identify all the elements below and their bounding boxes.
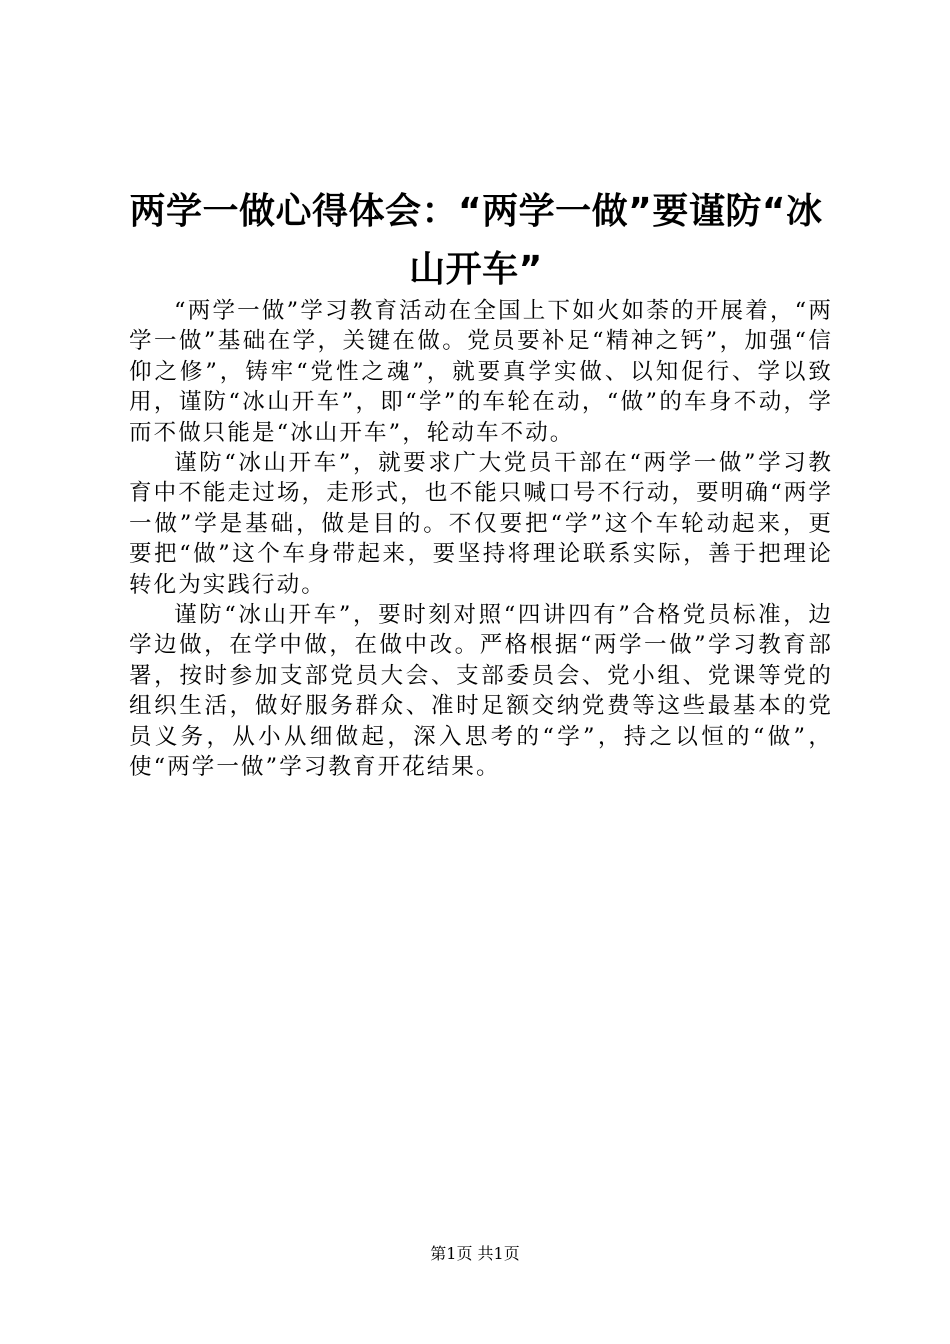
body-paragraph-3: 谨防“冰山开车”，要时刻对照“四讲四有”合格党员标准，边学边做，在学中做，在做中改。严格根据“两学一做”学习教育部署，按时参加支部党员大会、支部委员会、党小组、党课等党的组织生活，做好服务群众、准时足额交纳党费等这些最基本的党员义务，从小从细做起，深入思考的“学”，持之以恒的“做”，使“两学一做”学习教育开花结果。 — [129, 602, 833, 781]
body-paragraph-2: 谨防“冰山开车”，就要求广大党员干部在“两学一做”学习教育中不能走过场，走形式，也不能只喊口号不行动，要明确“两学一做”学是基础，做是目的。不仅要把“学”这个车轮动起来，更要把“做”这个车身带起来，要坚持将理论联系实际，善于把理论转化为实践行动。 — [129, 450, 833, 598]
document-title: 两学一做心得体会：“两学一做”要谨防“冰山开车” — [129, 191, 823, 290]
body-paragraph-1: “两学一做”学习教育活动在全国上下如火如荼的开展着，“两学一做”基础在学，关键在做。党员要补足“精神之钙”，加强“信仰之修”，铸牢“党性之魂”，就要真学实做、以知促行、学以致用，谨防“冰山开车”，即“学”的车轮在动，“做”的车身不动，学而不做只能是“冰山开车”，轮动车不动。 — [129, 298, 833, 446]
page-number-footer: 第1页 共1页 — [430, 1244, 520, 1263]
document-body — [129, 296, 833, 783]
